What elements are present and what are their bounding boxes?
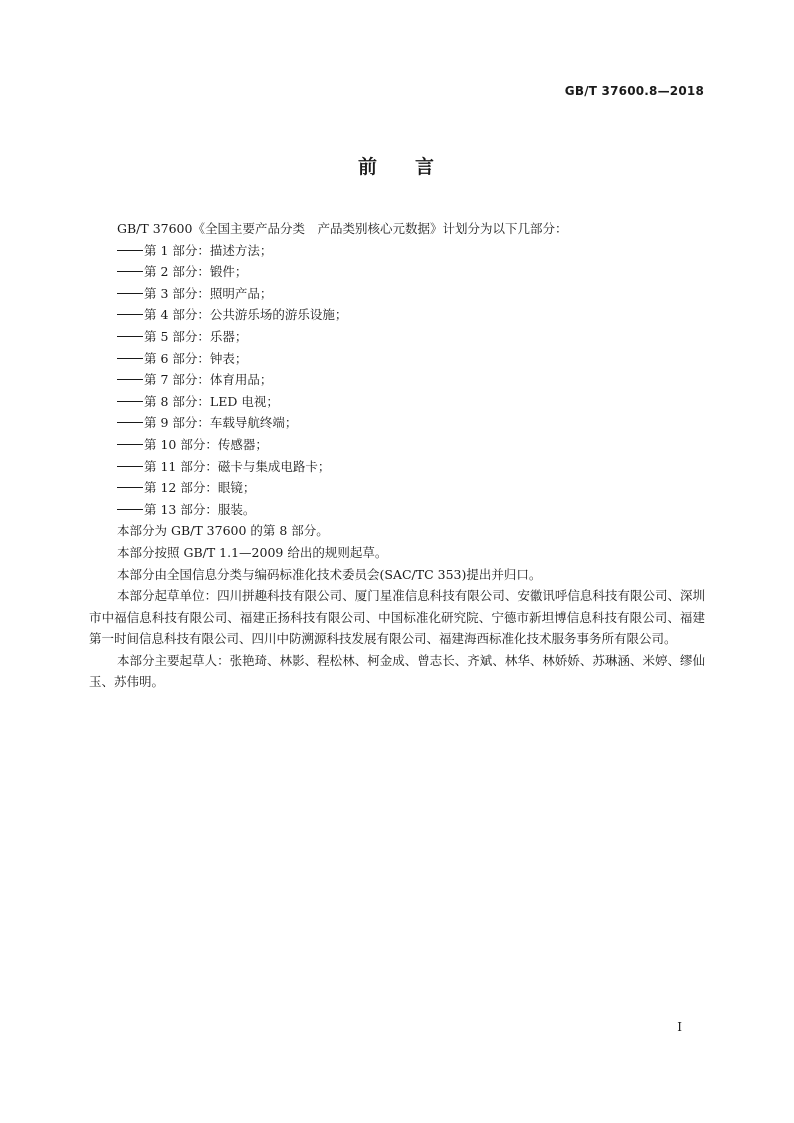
part-text: 第 12 部分：眼镜； xyxy=(144,480,256,496)
part-item xyxy=(89,304,705,326)
parts-list xyxy=(89,240,705,521)
paragraph-drafting-units: 本部分起草单位：四川拼趣科技有限公司、厦门星准信息科技有限公司、安徽讯呼信息科技有限公司、深圳市中福信息科技有限公司、福建正扬科技有限公司、中国标准化研究院、宁德市新坦博信息科技有限公司、福建第一时间信息科技有限公司、四川中防溯源科技发展有限公司、福建海西标准化技术服务事务所有限公司。 xyxy=(89,588,705,647)
part-text: 第 6 部分：钟表； xyxy=(144,350,248,366)
part-item xyxy=(89,412,705,434)
part-item xyxy=(89,283,705,305)
part-text: 第 7 部分：体育用品； xyxy=(144,372,273,388)
title-char-1: 前 xyxy=(357,156,379,178)
part-item xyxy=(89,477,705,499)
part-item xyxy=(89,456,705,478)
part-item xyxy=(89,369,705,391)
part-item xyxy=(89,240,705,262)
em-dash xyxy=(117,358,143,359)
paragraph-drafting-rules: 本部分按照 GB/T 1.1—2009 给出的规则起草。 xyxy=(117,544,388,560)
em-dash xyxy=(117,401,143,402)
part-text: 第 4 部分：公共游乐场的游乐设施； xyxy=(144,307,348,323)
part-item xyxy=(89,499,705,521)
em-dash xyxy=(117,293,143,294)
paragraph-drafters: 本部分主要起草人：张艳琦、林影、程松林、柯金成、曾志长、齐斌、林华、林娇娇、苏琳涵、米婷、缪仙玉、苏伟明。 xyxy=(89,652,705,690)
em-dash xyxy=(117,379,143,380)
part-item xyxy=(89,326,705,348)
page-number: I xyxy=(677,1020,682,1034)
em-dash xyxy=(117,422,143,423)
foreword-body xyxy=(89,218,705,693)
part-text: 第 5 部分：乐器； xyxy=(144,328,248,344)
part-text: 第 1 部分：描述方法； xyxy=(144,242,273,258)
em-dash xyxy=(117,271,143,272)
part-item xyxy=(89,348,705,370)
part-text: 第 10 部分：传感器； xyxy=(144,436,268,452)
em-dash xyxy=(117,444,143,445)
part-item xyxy=(89,391,705,413)
paragraph-proposer: 本部分由全国信息分类与编码标准化技术委员会(SAC/TC 353)提出并归口。 xyxy=(117,566,542,582)
part-text: 第 11 部分：磁卡与集成电路卡； xyxy=(144,458,331,474)
em-dash xyxy=(117,314,143,315)
part-text: 第 8 部分：LED 电视； xyxy=(144,393,279,409)
standard-number: GB/T 37600.8—2018 xyxy=(564,84,704,98)
em-dash xyxy=(117,336,143,337)
part-text: 第 3 部分：照明产品； xyxy=(144,285,273,301)
part-text: 第 2 部分：锻件； xyxy=(144,264,248,280)
part-text: 第 13 部分：服装。 xyxy=(144,501,256,517)
paragraph-part-number: 本部分为 GB/T 37600 的第 8 部分。 xyxy=(117,523,329,539)
part-item xyxy=(89,434,705,456)
part-item xyxy=(89,261,705,283)
em-dash xyxy=(117,509,143,510)
intro-paragraph: GB/T 37600《全国主要产品分类 产品类别核心元数据》计划分为以下几部分： xyxy=(117,221,568,236)
em-dash xyxy=(117,466,143,467)
em-dash xyxy=(117,487,143,488)
em-dash xyxy=(117,250,143,251)
title-char-2: 言 xyxy=(415,156,437,178)
page-title xyxy=(0,152,794,179)
part-text: 第 9 部分：车载导航终端； xyxy=(144,415,298,431)
